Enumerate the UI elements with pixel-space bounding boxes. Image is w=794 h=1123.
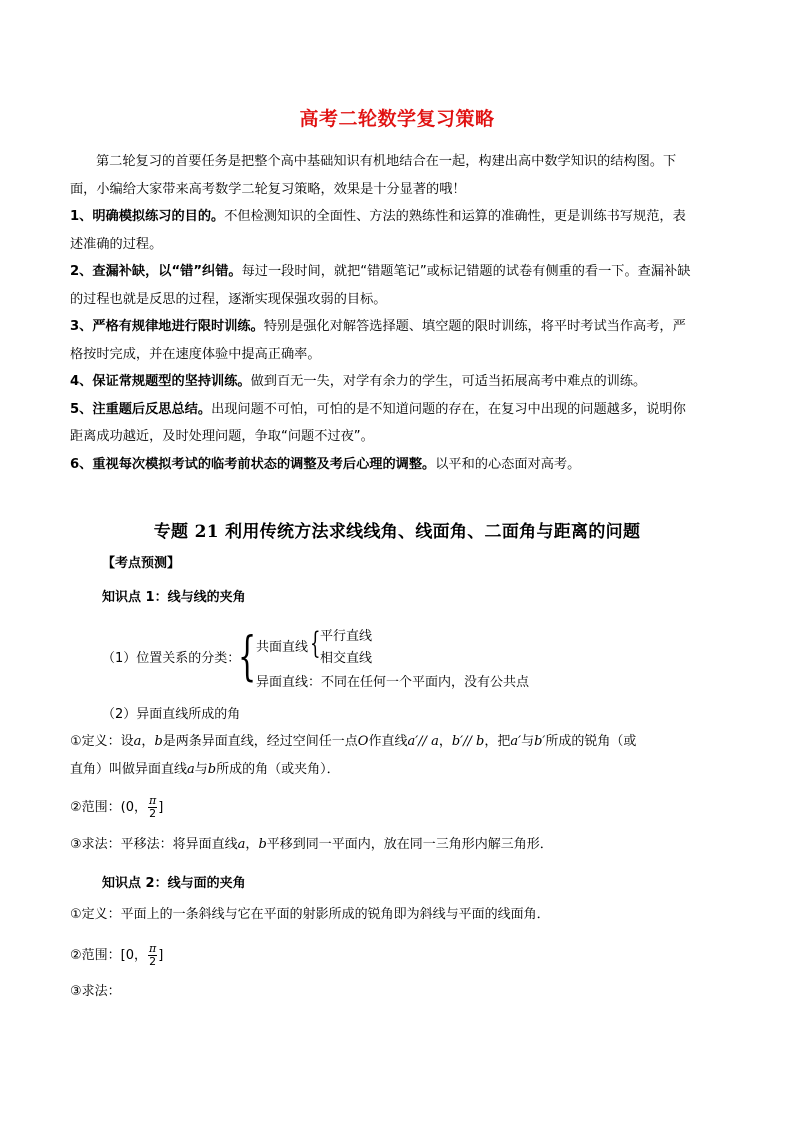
- var-b-prime: b′: [534, 734, 546, 749]
- strategy-text-cont: 距离成功越近，及时处理问题，争取“问题不过夜”。: [70, 429, 374, 444]
- kp1-definition-line1: [70, 733, 636, 751]
- inner-brace-icon: {: [310, 626, 321, 661]
- strategy-text: 出现问题不可怕，可怕的是不知道问题的存在，在复习中出现的问题越多，说明你: [211, 401, 686, 417]
- kp1-heading: 知识点 1：线与线的夹角: [102, 590, 246, 605]
- kp2-heading: 知识点 2：线与面的夹角: [102, 876, 246, 891]
- classify-label: （1）位置关系的分类：: [102, 651, 241, 666]
- def-text: 是两条异面直线，经过空间任一点: [162, 734, 358, 749]
- range-close: ]: [158, 800, 164, 815]
- def-text: 与: [521, 734, 535, 749]
- var-b: b: [207, 762, 217, 777]
- topic-title: 专题 21 利用传统方法求线线角、线面角、二面角与距离的问题: [153, 522, 641, 542]
- strategy-heading: 3、严格有规律地进行限时训练。: [70, 319, 264, 334]
- def-text: 作直线: [368, 734, 408, 749]
- skew-label: 异面直线：不同在任何一个平面内，没有公共点: [256, 675, 530, 690]
- strategy-text-cont: 的过程也就是反思的过程，逐渐实现保强攻弱的目标。: [70, 291, 387, 307]
- strategy-text: 做到百无一失，对学有余力的学生，可适当拓展高考中难点的训练。: [250, 374, 647, 389]
- strategy-item: [70, 203, 730, 231]
- def-text: 所成的角（或夹角）．: [216, 762, 340, 777]
- range-open: (0，: [120, 800, 147, 815]
- strategy-text-cont: 述准确的过程。: [70, 236, 163, 252]
- intro-line-1: 第二轮复习的首要任务是把整个高中基础知识有机地结合在一起，构建出高中数学知识的结构图。下: [96, 154, 677, 169]
- def-text: ①定义：设: [70, 734, 134, 749]
- relation-a-parallel: a′// a: [407, 734, 439, 749]
- strategy-item: [70, 368, 730, 396]
- fraction-numerator: π: [149, 794, 157, 807]
- range-open: [0，: [120, 948, 147, 963]
- fraction-denominator: 2: [149, 955, 157, 968]
- strategy-heading: 4、保证常规题型的坚持训练。: [70, 374, 251, 389]
- var-a: a: [187, 762, 195, 777]
- var-b: b: [154, 734, 163, 749]
- var-a: a: [237, 837, 246, 852]
- strategy-item: [70, 258, 730, 286]
- strategy-item: [70, 451, 730, 479]
- def-text: 直角）叫做异面直线: [70, 762, 188, 777]
- fraction-denominator: 2: [149, 807, 157, 820]
- method-text: ③求法：平移法：将异面直线: [70, 837, 238, 852]
- def-text: ，: [141, 734, 155, 749]
- strategy-text: 特别是强化对解答选择题、填空题的限时训练，将平时考试当作高考，严: [263, 319, 686, 334]
- strategy-item: [70, 396, 730, 424]
- strategy-heading: 6、重视每次模拟考试的临考前状态的调整及考后心理的调整。: [70, 456, 436, 472]
- page-title: 高考二轮数学复习策略: [299, 108, 495, 130]
- strategy-text-cont: 格按时完成，并在速度体验中提高正确率。: [70, 346, 321, 362]
- var-a: a: [133, 734, 142, 749]
- relation-b-parallel: b′// b: [451, 734, 485, 749]
- kp2-range: [70, 943, 163, 968]
- kp1-sub2: （2）异面直线所成的角: [102, 707, 241, 722]
- def-text: 所成的锐角（或: [545, 734, 637, 749]
- fraction-pi-over-2: [148, 943, 157, 968]
- outer-brace-icon: {: [238, 627, 257, 687]
- def-text: ，: [438, 734, 452, 749]
- fraction-pi-over-2: [148, 795, 157, 820]
- var-a-prime: a′: [510, 734, 522, 749]
- intersect-label: 相交直线: [320, 651, 373, 666]
- var-O: O: [357, 734, 369, 749]
- kp1-method: [70, 836, 553, 854]
- strategy-text: 每过一段时间，就把“错题笔记”或标记错题的试卷有侧重的看一下。查漏补缺: [241, 264, 691, 279]
- range-label: ②范围：: [70, 948, 121, 963]
- coplanar-label: 共面直线: [256, 640, 309, 655]
- method-text: ，: [245, 837, 259, 852]
- range-label: ②范围：: [70, 800, 121, 815]
- strategy-heading: 1、明确模拟练习的目的。: [70, 209, 225, 224]
- intro-line-2: 面，小编给大家带来高考数学二轮复习策略，效果是十分显著的哦！: [70, 181, 466, 197]
- var-b: b: [258, 837, 267, 852]
- fraction-numerator: π: [149, 942, 157, 955]
- def-text: ，把: [484, 734, 511, 749]
- kp2-method: ③求法：: [70, 984, 121, 999]
- strategy-item: [70, 313, 730, 341]
- parallel-label: 平行直线: [320, 629, 373, 644]
- method-text: 平移到同一平面内，放在同一三角形内解三角形．: [266, 837, 553, 852]
- strategy-text: 不但检测知识的全面性、方法的熟练性和运算的准确性，更是训练书写规范，表: [224, 209, 686, 224]
- intro-paragraph: [70, 148, 730, 203]
- strategy-text: 以平和的心态面对高考。: [435, 456, 581, 472]
- kp2-definition: ①定义：平面上的一条斜线与它在平面的射影所成的锐角即为斜线与平面的线面角．: [70, 907, 550, 922]
- kp1-definition-line2: [70, 761, 340, 779]
- kp1-range: [70, 795, 163, 820]
- def-text: 与: [194, 762, 208, 777]
- range-close: ]: [158, 948, 164, 963]
- strategy-heading: 2、查漏补缺，以“错”纠错。: [70, 264, 242, 279]
- strategy-heading: 5、注重题后反思总结。: [70, 401, 212, 417]
- section-label: 【考点预测】: [102, 556, 181, 571]
- strategy-list: [70, 203, 730, 478]
